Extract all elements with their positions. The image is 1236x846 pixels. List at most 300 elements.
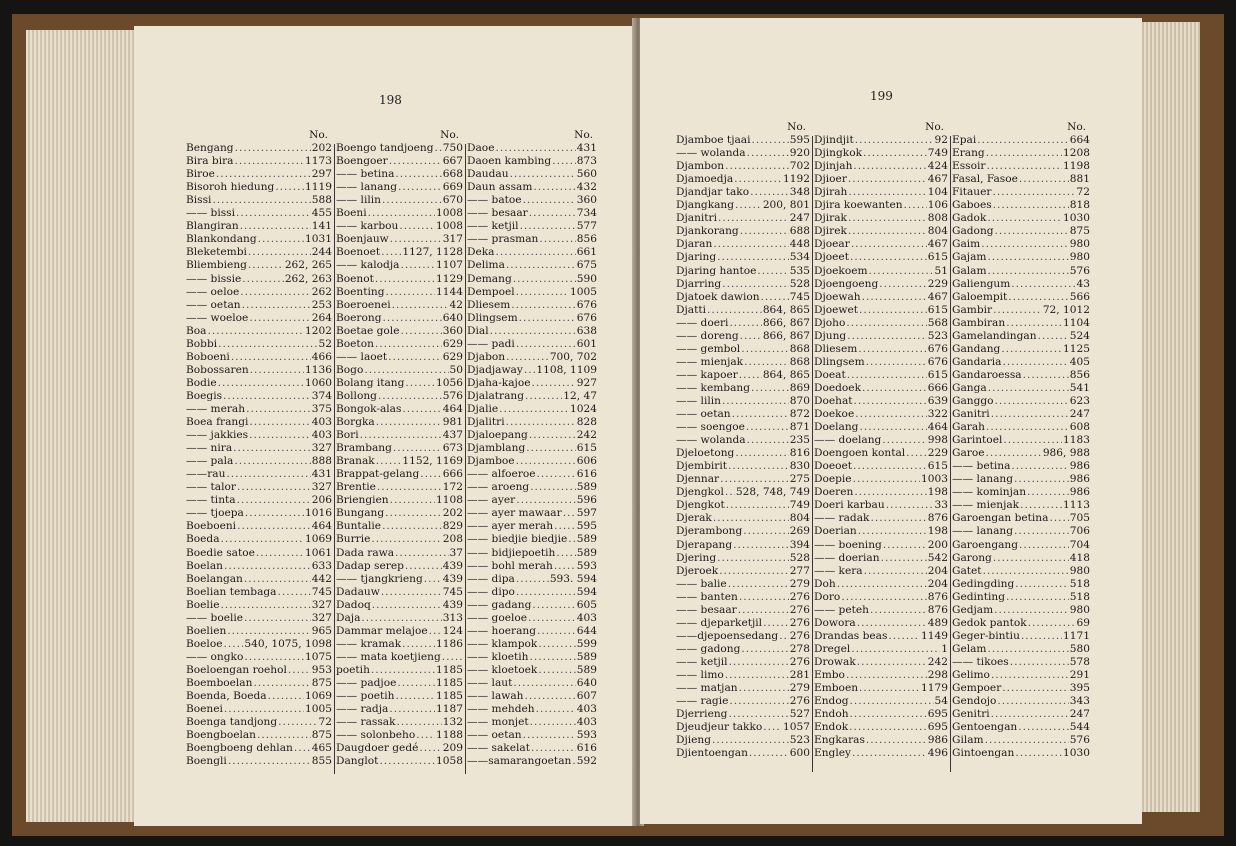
entry-term: Boeton: [336, 337, 374, 350]
entry-number: 688: [789, 225, 810, 238]
entry-number: 528, 748, 749: [735, 486, 810, 499]
entry-number: 528: [789, 277, 810, 290]
index-entry: [186, 677, 332, 690]
entry-term: Gambiran: [952, 316, 1006, 329]
index-entry: [952, 512, 1090, 525]
index-entry: [676, 434, 810, 447]
entry-term: Djoeet: [814, 251, 849, 264]
entry-number: 638: [576, 324, 597, 337]
entry-term: —— peteh: [814, 603, 869, 616]
dot-leader: [536, 703, 576, 716]
entry-term: —— ketjil: [467, 220, 519, 233]
entry-number: 615: [927, 460, 948, 473]
entry-number: 597: [576, 507, 597, 520]
entry-number: 629: [442, 337, 463, 350]
entry-number: 830: [789, 460, 810, 473]
index-entry: [676, 421, 810, 434]
entry-number: 576: [442, 389, 463, 402]
entry-number: 745: [311, 585, 332, 598]
index-entry: [676, 656, 810, 669]
entry-number: 424: [927, 160, 948, 173]
index-entry: [186, 755, 332, 768]
dot-leader: [533, 181, 575, 194]
entry-term: Doelang: [814, 421, 859, 434]
dot-leader: [529, 429, 576, 442]
dot-leader: [749, 747, 789, 760]
dot-leader: [526, 442, 576, 455]
entry-number: 1113: [1063, 499, 1090, 512]
entry-number: 588: [311, 194, 332, 207]
entry-number: 875: [311, 676, 332, 689]
index-entry: [467, 468, 597, 481]
left-page: [134, 26, 636, 826]
dot-leader: [729, 656, 789, 669]
entry-number: 327: [311, 598, 332, 611]
entry-number: 695: [927, 708, 948, 721]
index-entry: [952, 682, 1090, 695]
entry-number: 276: [789, 655, 810, 668]
entry-number: 1005: [305, 703, 332, 716]
entry-term: Doepie: [814, 473, 852, 486]
entry-term: Djerambong: [676, 525, 743, 538]
entry-term: Doengoen kontal: [814, 447, 906, 460]
index-entry: [336, 142, 463, 155]
dot-leader: [743, 525, 789, 538]
dot-leader: [719, 565, 789, 578]
dot-leader: [713, 238, 788, 251]
entry-term: Djaring hantoe: [676, 264, 757, 277]
entry-number: 615: [927, 368, 948, 381]
index-entry: [186, 403, 332, 416]
dot-leader: [224, 560, 311, 573]
entry-number: 198: [927, 525, 948, 538]
index-entry: [952, 173, 1090, 186]
dot-leader: [524, 690, 575, 703]
entry-number: 605: [576, 598, 597, 611]
entry-term: Dada rawa: [336, 546, 395, 559]
entry-number: 1119: [305, 181, 332, 194]
entry-term: —— kapoer: [676, 368, 738, 381]
dot-leader: [1001, 343, 1062, 356]
entry-number: 1208: [1063, 147, 1090, 160]
index-entry: [467, 403, 597, 416]
index-entry: [676, 617, 810, 630]
index-entry: [467, 547, 597, 560]
entry-term: Garintoel: [952, 434, 1003, 447]
index-entry: [814, 369, 948, 382]
dot-leader: [516, 586, 576, 599]
index-entry: [186, 390, 332, 403]
dot-leader: [847, 330, 927, 343]
dot-leader: [717, 251, 789, 264]
entry-term: Dempoel: [467, 285, 515, 298]
entry-number: 313: [442, 611, 463, 624]
entry-term: —— boelie: [186, 611, 244, 624]
entry-term: Garoe: [952, 447, 985, 460]
index-entry: [186, 494, 332, 507]
entry-number: 106: [927, 199, 948, 212]
entry-number: 405: [1069, 355, 1090, 368]
entry-number: 523: [789, 734, 810, 747]
entry-term: Brambang: [336, 442, 392, 455]
entry-term: —— kramak: [336, 637, 402, 650]
entry-term: Boengoer: [336, 155, 388, 168]
dot-leader: [236, 207, 311, 220]
dot-leader: [513, 677, 575, 690]
index-entry: [186, 651, 332, 664]
entry-term: Boelie: [186, 598, 220, 611]
dot-leader: [398, 181, 442, 194]
entry-number: 876: [927, 512, 948, 525]
column-header: No.: [309, 129, 328, 141]
entry-term: —— ayer mawaar: [467, 507, 562, 520]
entry-term: —— balie: [676, 577, 727, 590]
dot-leader: [738, 604, 789, 617]
entry-number: 437: [442, 429, 463, 442]
index-entry: [814, 512, 948, 525]
index-entry: [336, 181, 463, 194]
entry-number: 72: [1076, 186, 1090, 199]
entry-number: 348: [789, 186, 810, 199]
index-entry: [814, 721, 948, 734]
entry-term: —— woeloe: [186, 311, 249, 324]
index-entry: [467, 207, 597, 220]
entry-term: Endok: [814, 721, 849, 734]
index-entry: [676, 134, 810, 147]
entry-number: 50: [449, 363, 463, 376]
dot-leader: [779, 630, 789, 643]
entry-term: —— wolanda: [676, 434, 746, 447]
dot-leader: [997, 695, 1068, 708]
dot-leader: [846, 669, 927, 682]
page-stack-left: [26, 30, 138, 822]
index-entry: [186, 638, 332, 651]
entry-number: 881: [1069, 173, 1090, 186]
dot-leader: [981, 238, 1069, 251]
entry-term: Daugdoer gedé: [336, 742, 419, 755]
dot-leader: [250, 364, 304, 377]
entry-number: 43: [1076, 277, 1090, 290]
index-entry: [676, 147, 810, 160]
index-entry: [186, 664, 332, 677]
dot-leader: [227, 625, 310, 638]
entry-number: 229: [927, 277, 948, 290]
entry-number: 749: [927, 147, 948, 160]
dot-leader: [288, 664, 311, 677]
entry-number: 375: [311, 402, 332, 415]
dot-leader: [1020, 499, 1062, 512]
dot-leader: [837, 578, 927, 591]
entry-term: Bongok-alas: [336, 402, 402, 415]
dot-leader: [713, 512, 789, 525]
entry-term: Gajam: [952, 251, 987, 264]
dot-leader: [552, 155, 576, 168]
index-entry: [952, 539, 1090, 552]
dot-leader: [854, 395, 927, 408]
entry-number: 593: [576, 729, 597, 742]
entry-number: 92: [934, 134, 948, 147]
index-entry: [336, 729, 463, 742]
entry-number: 54: [934, 695, 948, 708]
entry-number: 1183: [1063, 434, 1090, 447]
entry-number: 1069: [305, 533, 332, 546]
index-entry: [467, 364, 597, 377]
index-column: [336, 129, 463, 768]
entry-number: 661: [576, 246, 597, 259]
dot-leader: [1023, 369, 1069, 382]
index-entry: [467, 377, 597, 390]
index-entry: [814, 591, 948, 604]
index-entry: [952, 160, 1090, 173]
dot-leader: [886, 499, 934, 512]
entry-number: 1171: [1063, 629, 1090, 642]
dot-leader: [853, 460, 927, 473]
index-entry: [676, 591, 810, 604]
index-entry: [952, 552, 1090, 565]
entry-term: Djering: [676, 551, 717, 564]
index-entry: [676, 343, 810, 356]
column-divider: [950, 136, 951, 772]
entry-number: 403: [576, 716, 597, 729]
dot-leader: [757, 265, 788, 278]
entry-term: Gedingding: [952, 577, 1015, 590]
entry-number: 965: [311, 624, 332, 637]
entry-term: Djindjit: [814, 134, 854, 147]
entry-term: —— hoerang: [467, 624, 537, 637]
index-entry: [467, 755, 597, 768]
dot-leader: [728, 460, 789, 473]
index-entry: [952, 238, 1090, 251]
dot-leader: [532, 599, 575, 612]
entry-number: 920: [789, 147, 810, 160]
index-entry: [952, 421, 1090, 434]
index-entry: [952, 617, 1090, 630]
entry-term: Bleketembi: [186, 246, 247, 259]
entry-term: Djoekoem: [814, 264, 868, 277]
entry-term: —— karbou: [336, 220, 399, 233]
index-column: [676, 121, 810, 760]
index-entry: [952, 212, 1090, 225]
entry-term: Gentoengan: [952, 721, 1018, 734]
entry-term: Doedoek: [814, 381, 861, 394]
entry-term: Djadjaway: [467, 363, 523, 376]
index-entry: [467, 507, 597, 520]
index-entry: [676, 278, 810, 291]
entry-term: Brentie: [336, 481, 376, 494]
dot-leader: [511, 299, 575, 312]
entry-number: 204: [927, 564, 948, 577]
dot-leader: [248, 259, 284, 272]
index-entry: [336, 259, 463, 272]
entry-number: 1108: [436, 494, 463, 507]
dot-leader: [991, 669, 1069, 682]
entry-number: 1108, 1109: [536, 363, 597, 376]
entry-number: 247: [1069, 708, 1090, 721]
entry-number: 431: [576, 142, 597, 155]
entry-term: Djinjah: [814, 160, 853, 173]
entry-number: 868: [789, 342, 810, 355]
dot-leader: [516, 573, 549, 586]
entry-term: —— jakkies: [186, 429, 249, 442]
index-entry: [336, 416, 463, 429]
entry-term: Bisoroh hiedung: [186, 181, 275, 194]
index-entry: [676, 330, 810, 343]
entry-number: 467: [927, 290, 948, 303]
entry-term: Blankondang: [186, 233, 257, 246]
entry-number: 592: [576, 755, 597, 768]
dot-leader: [1028, 617, 1076, 630]
index-entry: [336, 742, 463, 755]
index-entry: [952, 369, 1090, 382]
entry-number: 590: [576, 272, 597, 285]
entry-term: —— sakelat: [467, 742, 530, 755]
entry-term: Djientoengan: [676, 747, 748, 760]
entry-term: Geger-bintiu: [952, 629, 1020, 642]
index-entry: [952, 447, 1090, 460]
dot-leader: [1018, 721, 1069, 734]
entry-term: Boenjauw: [336, 233, 389, 246]
dot-leader: [531, 742, 576, 755]
entry-term: Boa: [186, 324, 207, 337]
entry-number: 576: [1069, 264, 1090, 277]
dot-leader: [870, 604, 927, 617]
dot-leader: [368, 207, 435, 220]
index-entry: [676, 552, 810, 565]
index-entry: [952, 395, 1090, 408]
dot-leader: [375, 338, 442, 351]
index-entry: [952, 695, 1090, 708]
index-entry: [814, 265, 948, 278]
dot-leader: [530, 481, 576, 494]
entry-term: —— padi: [467, 337, 515, 350]
entry-number: 276: [789, 616, 810, 629]
entry-term: Essoir: [952, 160, 986, 173]
entry-term: —— batoe: [467, 194, 522, 207]
entry-number: 1003: [921, 473, 948, 486]
entry-number: 262: [311, 285, 332, 298]
index-entry: [186, 690, 332, 703]
dot-leader: [993, 304, 1042, 317]
entry-term: Djira koewanten: [814, 199, 903, 212]
dot-leader: [429, 625, 442, 638]
column-header: No.: [787, 121, 806, 133]
index-entry: [814, 643, 948, 656]
entry-number: 524: [1069, 329, 1090, 342]
index-entry: [676, 225, 810, 238]
dot-leader: [855, 408, 927, 421]
entry-number: 702: [789, 160, 810, 173]
entry-number: 541: [1069, 381, 1090, 394]
entry-number: 593. 594: [549, 572, 597, 585]
entry-term: Djembirit: [676, 460, 727, 473]
entry-term: —— oetan: [467, 729, 522, 742]
entry-term: —— talor: [186, 481, 236, 494]
entry-term: —— mehdeh: [467, 703, 535, 716]
entry-number: 327: [311, 442, 332, 455]
entry-number: 640: [442, 311, 463, 324]
dot-leader: [378, 390, 442, 403]
index-entry: [814, 734, 948, 747]
entry-term: —— laut: [467, 676, 513, 689]
index-entry: [336, 246, 463, 259]
entry-term: Galoempit: [952, 290, 1008, 303]
index-entry: [676, 408, 810, 421]
dot-leader: [733, 539, 789, 552]
entry-number: 640: [576, 676, 597, 689]
dot-leader: [987, 212, 1062, 225]
entry-number: 1144: [436, 285, 463, 298]
entry-term: Djanitri: [676, 212, 718, 225]
dot-leader: [851, 238, 927, 251]
index-entry: [814, 238, 948, 251]
entry-number: 489: [927, 616, 948, 629]
entry-term: —— gembol: [676, 342, 741, 355]
index-entry: [814, 147, 948, 160]
entry-number: 132: [442, 716, 463, 729]
index-entry: [676, 630, 810, 643]
dot-leader: [722, 395, 789, 408]
entry-term: —— besaar: [676, 603, 737, 616]
index-entry: [336, 599, 463, 612]
entry-number: 262, 263: [284, 272, 332, 285]
dot-leader: [490, 325, 576, 338]
dot-leader: [372, 599, 442, 612]
dot-leader: [739, 682, 789, 695]
index-entry: [814, 278, 948, 291]
entry-number: 403: [311, 416, 332, 429]
entry-term: —— pala: [186, 455, 234, 468]
entry-number: 200: [927, 538, 948, 551]
entry-term: Daoen kambing: [467, 155, 552, 168]
entry-term: Engley: [814, 747, 851, 760]
entry-number: 279: [789, 682, 810, 695]
entry-term: —— doelang: [814, 434, 882, 447]
entry-number: 615: [576, 442, 597, 455]
index-entry: [676, 447, 810, 460]
entry-number: 200, 801: [762, 199, 810, 212]
entry-number: 141: [311, 220, 332, 233]
dot-leader: [294, 742, 311, 755]
dot-leader: [741, 343, 789, 356]
dot-leader: [388, 351, 442, 364]
entry-number: 242: [576, 429, 597, 442]
index-entry: [467, 181, 597, 194]
index-entry: [186, 481, 332, 494]
entry-term: Buntalie: [336, 520, 382, 533]
entry-term: Boenting: [336, 285, 385, 298]
entry-number: 1185: [436, 676, 463, 689]
entry-number: 262, 265: [284, 259, 332, 272]
entry-term: Engkaras: [814, 734, 865, 747]
index-entry: [676, 460, 810, 473]
entry-number: 870: [789, 394, 810, 407]
index-entry: [676, 682, 810, 695]
entry-term: Djaha-kajoe: [467, 376, 531, 389]
entry-term: —— oetan: [186, 298, 241, 311]
index-entry: [814, 552, 948, 565]
index-entry: [814, 421, 948, 434]
entry-term: —— monjet: [467, 716, 529, 729]
entry-term: Bobossaren: [186, 363, 249, 376]
dot-leader: [233, 442, 311, 455]
dot-leader: [231, 351, 311, 364]
entry-number: 12, 47: [563, 389, 597, 402]
dot-leader: [381, 586, 442, 599]
entry-number: 104: [927, 186, 948, 199]
dot-leader: [712, 734, 789, 747]
entry-term: Boeboeni: [186, 520, 237, 533]
entry-term: Doeoet: [814, 460, 853, 473]
